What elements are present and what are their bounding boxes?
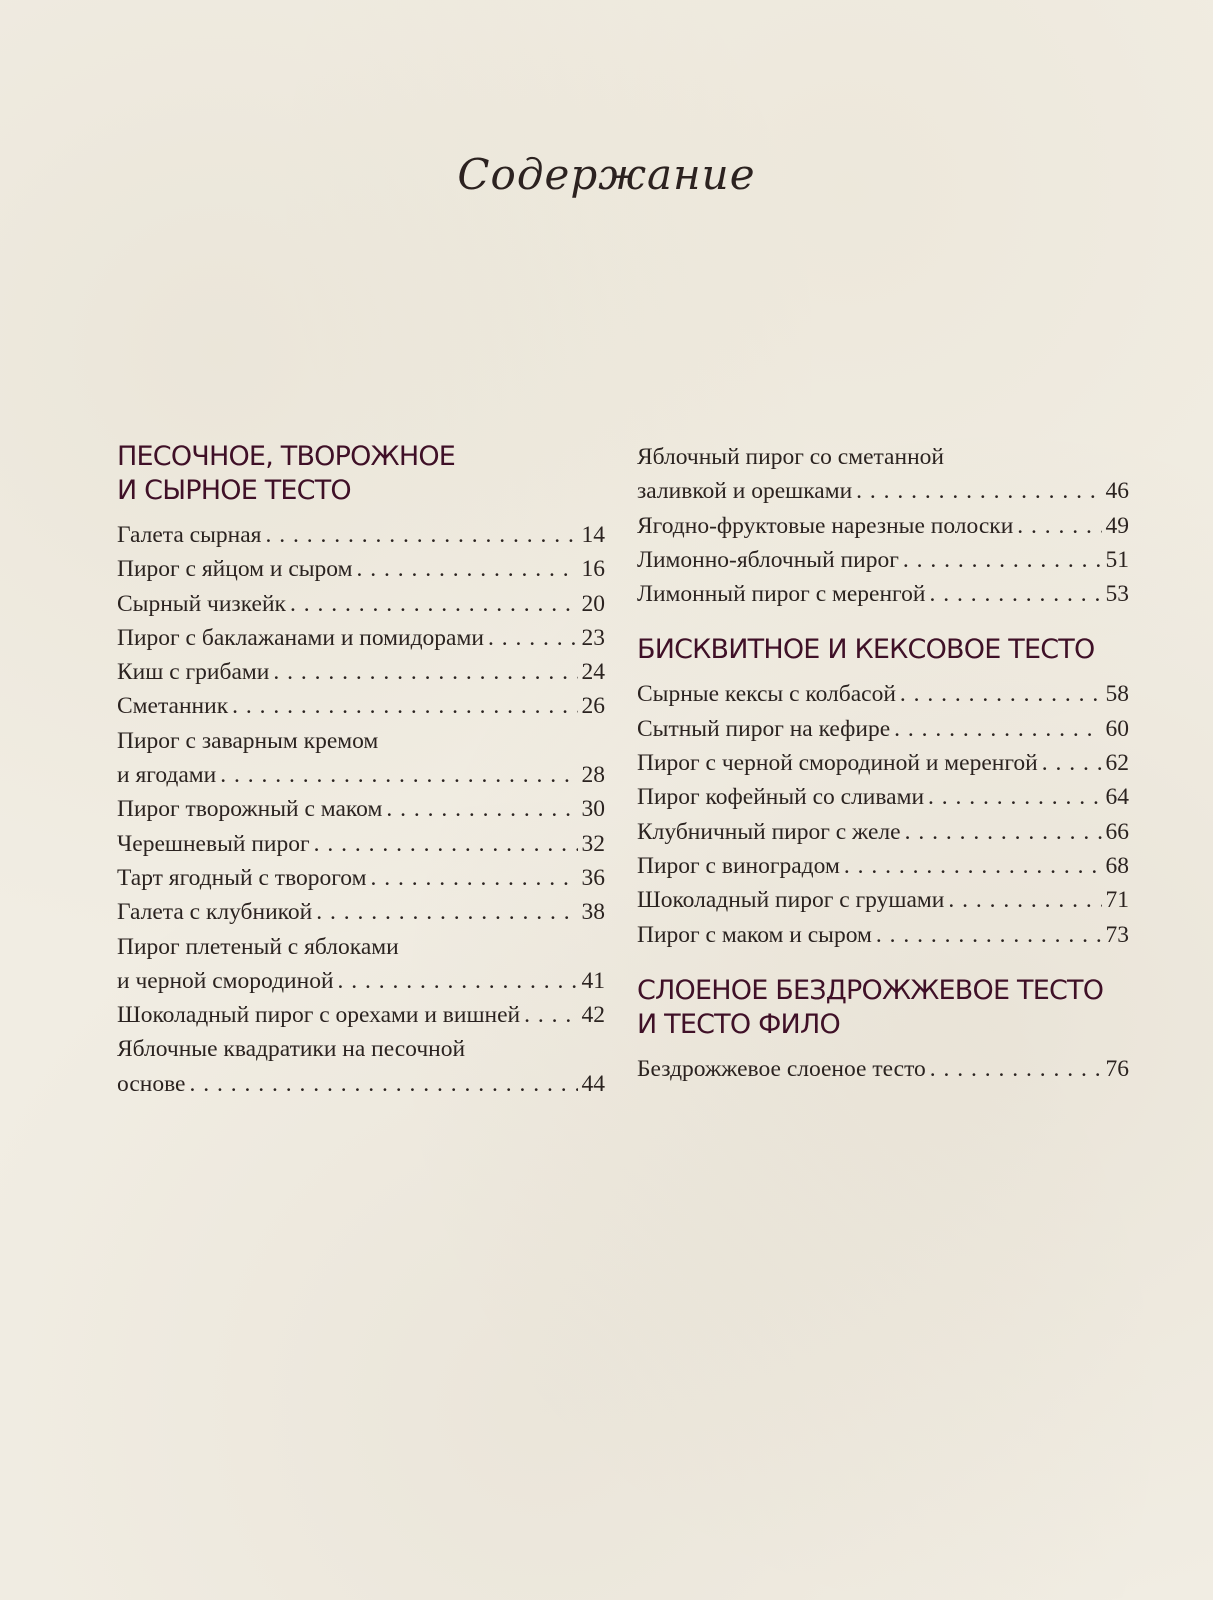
toc-entry[interactable] bbox=[637, 918, 1129, 952]
toc-entry-page-number: 44 bbox=[581, 1070, 605, 1097]
toc-entry-page-number: 38 bbox=[581, 899, 605, 926]
toc-entry-title: Лимонно-яблочный пирог bbox=[637, 546, 899, 573]
toc-entry[interactable] bbox=[117, 998, 605, 1032]
toc-entry-title: Ягодно-фруктовые нарезные полоски bbox=[637, 512, 1014, 539]
toc-entry-page-number: 23 bbox=[581, 624, 605, 651]
toc-entry-title: Тарт ягодный с творогом bbox=[117, 864, 367, 891]
toc-entry-title: Пирог с маком и сыром bbox=[637, 921, 872, 948]
dot-leader bbox=[314, 827, 578, 861]
toc-entry-title: Пирог с баклажанами и помидорами bbox=[117, 624, 484, 651]
dot-leader bbox=[930, 1052, 1102, 1086]
toc-entry-page-number: 24 bbox=[581, 659, 605, 686]
toc-entry[interactable] bbox=[637, 677, 1129, 711]
dot-leader bbox=[524, 998, 577, 1032]
toc-entry[interactable] bbox=[637, 746, 1129, 780]
toc-entry-title: Пирог кофейный со сливами bbox=[637, 784, 925, 811]
page-title: Содержание bbox=[457, 150, 756, 199]
toc-entry[interactable] bbox=[117, 861, 605, 895]
toc-entry-title: Лимонный пирог с меренгой bbox=[637, 581, 926, 608]
toc-entry[interactable] bbox=[117, 587, 605, 621]
toc-entry-page-number: 30 bbox=[581, 796, 605, 823]
toc-list-continued bbox=[637, 440, 1129, 611]
toc-entry-page-number: 16 bbox=[581, 556, 605, 583]
toc-entry-title: Пирог с виноградом bbox=[637, 852, 840, 879]
toc-entry[interactable] bbox=[117, 827, 605, 861]
toc-entry[interactable] bbox=[117, 552, 605, 586]
toc-entry-page-number: 28 bbox=[581, 762, 605, 789]
toc-entry-page-number: 49 bbox=[1105, 512, 1129, 539]
dot-leader bbox=[1017, 509, 1101, 543]
dot-leader bbox=[894, 712, 1101, 746]
toc-entry[interactable] bbox=[637, 1052, 1129, 1086]
toc-entry[interactable] bbox=[117, 689, 605, 723]
toc-entry[interactable] bbox=[637, 815, 1129, 849]
toc-entry-page-number: 20 bbox=[581, 590, 605, 617]
toc-entry-title: и черной смородиной bbox=[117, 967, 334, 994]
toc-entry-page-number: 42 bbox=[581, 1002, 605, 1029]
toc-entry[interactable] bbox=[117, 518, 605, 552]
dot-leader bbox=[856, 474, 1101, 508]
section-heading-shortcrust: ПЕСОЧНОЕ, ТВОРОЖНОЕ И СЫРНОЕ ТЕСТО bbox=[117, 441, 456, 506]
toc-entry-title-line: Пирог с заварным кремом bbox=[117, 727, 379, 754]
dot-leader bbox=[948, 883, 1101, 917]
toc-entry[interactable] bbox=[637, 509, 1129, 543]
toc-entry-title: Бездрожжевое слоеное тесто bbox=[637, 1055, 926, 1082]
toc-entry-page-number: 62 bbox=[1105, 750, 1129, 777]
toc-entry-title: и ягодами bbox=[117, 762, 217, 789]
toc-entry-page-number: 68 bbox=[1105, 852, 1129, 879]
toc-entry[interactable] bbox=[637, 577, 1129, 611]
toc-entry-title-line: Яблочный пирог со сметанной bbox=[637, 444, 944, 470]
section-heading-puff: СЛОЕНОЕ БЕЗДРОЖЖЕВОЕ ТЕСТО И ТЕСТО ФИЛО bbox=[637, 974, 1104, 1040]
dot-leader bbox=[488, 621, 578, 655]
toc-entry[interactable] bbox=[637, 440, 1129, 509]
dot-leader bbox=[844, 849, 1102, 883]
toc-entry-title: Клубничный пирог с желе bbox=[637, 818, 901, 845]
toc-entry-title: основе bbox=[117, 1070, 186, 1097]
toc-entry-title: Галета с клубникой bbox=[117, 899, 313, 926]
toc-entry-title: Сырные кексы с колбасой bbox=[637, 681, 896, 708]
toc-entry[interactable] bbox=[637, 780, 1129, 814]
toc-entry-title: заливкой и орешками bbox=[637, 478, 853, 505]
toc-entry-title: Шоколадный пирог с орехами и вишней bbox=[117, 1002, 521, 1029]
dot-leader bbox=[928, 780, 1101, 814]
dot-leader bbox=[876, 918, 1102, 952]
toc-entry[interactable] bbox=[117, 621, 605, 655]
toc-entry[interactable] bbox=[637, 883, 1129, 917]
dot-leader bbox=[273, 655, 577, 689]
section-heading-sponge: БИСКВИТНОЕ И КЕКСОВОЕ ТЕСТО bbox=[637, 634, 1095, 666]
dot-leader bbox=[316, 895, 577, 929]
toc-list-puff bbox=[637, 1052, 1129, 1086]
dot-leader bbox=[905, 815, 1102, 849]
toc-entry-title-line: Пирог плетеный с яблоками bbox=[117, 933, 399, 960]
toc-entry[interactable] bbox=[117, 895, 605, 929]
toc-left-column bbox=[117, 440, 605, 1101]
dot-leader bbox=[386, 792, 577, 826]
toc-entry-title: Пирог творожный с маком bbox=[117, 796, 383, 823]
toc-entry-page-number: 41 bbox=[581, 967, 605, 994]
toc-entry-page-number: 66 bbox=[1105, 818, 1129, 845]
dot-leader bbox=[356, 552, 577, 586]
dot-leader bbox=[290, 587, 578, 621]
toc-entry-page-number: 36 bbox=[581, 864, 605, 891]
toc-entry-title: Пирог с черной смородиной и меренгой bbox=[637, 750, 1038, 777]
toc-entry-page-number: 32 bbox=[581, 830, 605, 857]
toc-entry-title: Сметанник bbox=[117, 693, 229, 720]
dot-leader bbox=[903, 543, 1102, 577]
toc-list-shortcrust bbox=[117, 518, 605, 1101]
dot-leader bbox=[929, 577, 1101, 611]
toc-entry-page-number: 26 bbox=[581, 693, 605, 720]
toc-entry[interactable] bbox=[637, 849, 1129, 883]
toc-entry-title: Сытный пирог на кефире bbox=[637, 715, 891, 742]
toc-entry-page-number: 53 bbox=[1105, 581, 1129, 608]
dot-leader bbox=[220, 758, 577, 792]
dot-leader bbox=[900, 677, 1102, 711]
dot-leader bbox=[370, 861, 577, 895]
toc-entry[interactable] bbox=[117, 792, 605, 826]
toc-entry-title: Галета сырная bbox=[117, 522, 262, 548]
toc-entry[interactable] bbox=[637, 712, 1129, 746]
toc-entry[interactable] bbox=[117, 930, 605, 999]
dot-leader bbox=[1042, 746, 1102, 780]
dot-leader bbox=[232, 689, 577, 723]
dot-leader bbox=[189, 1067, 577, 1101]
toc-entry-title-line: Яблочные квадратики на песочной bbox=[117, 1036, 466, 1063]
toc-list-sponge bbox=[637, 677, 1129, 951]
toc-entry[interactable] bbox=[117, 724, 605, 793]
toc-entry-page-number: 76 bbox=[1105, 1055, 1129, 1082]
toc-entry[interactable] bbox=[117, 655, 605, 689]
toc-entry-page-number: 64 bbox=[1105, 784, 1129, 811]
toc-entry-title: Шоколадный пирог с грушами bbox=[637, 887, 945, 914]
toc-entry-page-number: 73 bbox=[1105, 921, 1129, 948]
toc-entry-page-number: 58 bbox=[1105, 681, 1129, 708]
toc-entry[interactable] bbox=[117, 1032, 605, 1101]
toc-entry-title: Черешневый пирог bbox=[117, 830, 310, 857]
toc-entry-title: Пирог с яйцом и сыром bbox=[117, 556, 353, 583]
toc-entry[interactable] bbox=[637, 543, 1129, 577]
toc-right-column bbox=[637, 440, 1129, 1086]
toc-entry-title: Киш с грибами bbox=[117, 659, 270, 686]
toc-entry-page-number: 46 bbox=[1105, 478, 1129, 505]
toc-entry-page-number: 14 bbox=[581, 522, 605, 548]
toc-entry-page-number: 60 bbox=[1105, 715, 1129, 742]
dot-leader bbox=[338, 964, 578, 998]
dot-leader bbox=[265, 518, 577, 552]
toc-entry-page-number: 71 bbox=[1105, 887, 1129, 914]
toc-entry-title: Сырный чизкейк bbox=[117, 590, 286, 617]
toc-entry-page-number: 51 bbox=[1105, 546, 1129, 573]
